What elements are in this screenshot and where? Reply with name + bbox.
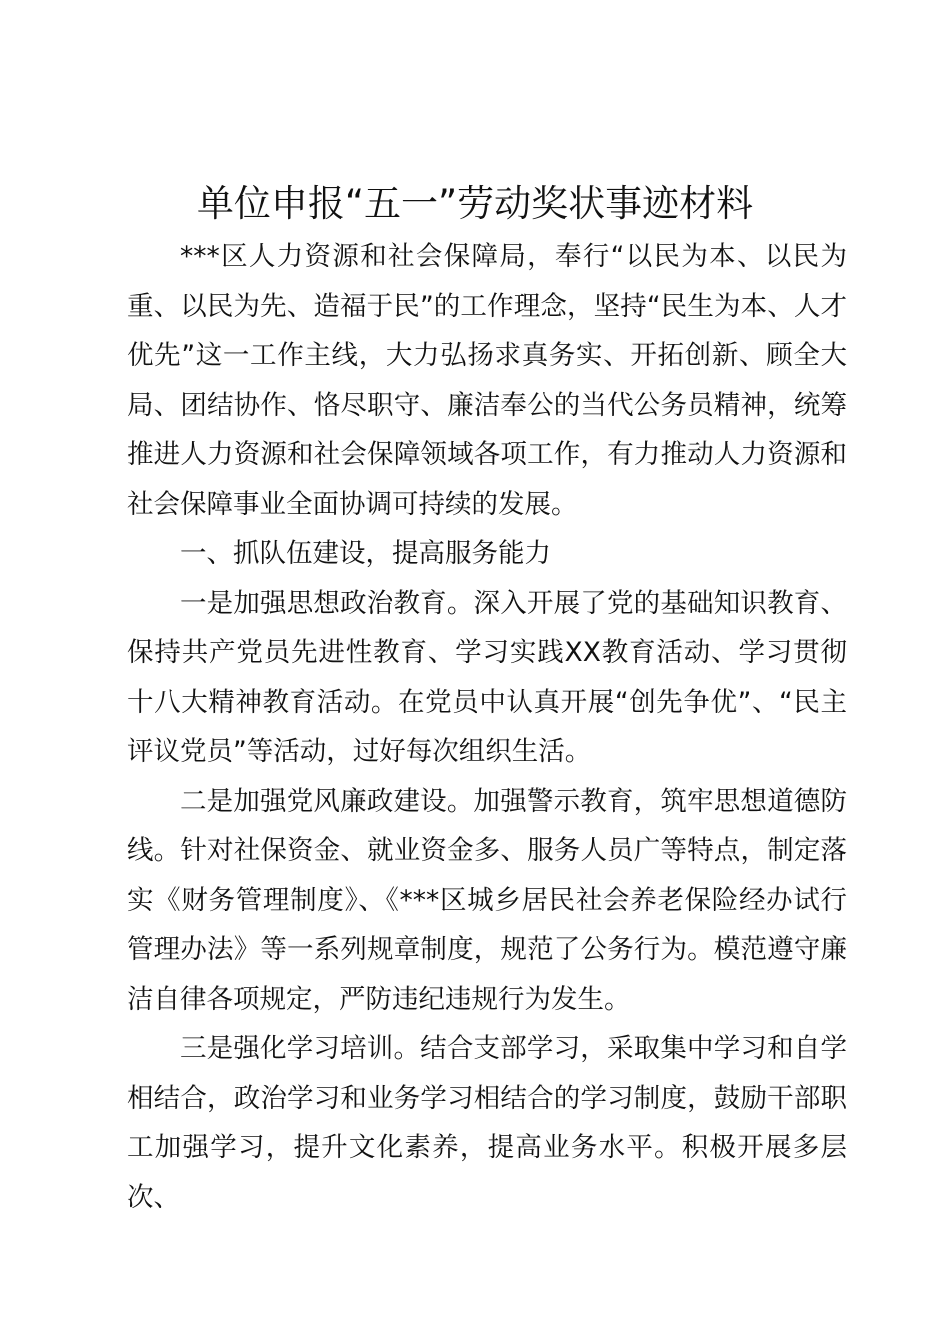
paragraph-political-education: 一是加强思想政治教育。深入开展了党的基础知识教育、保持共产党员先进性教育、学习实践XX教育活动、学习贯彻十八大精神教育活动。在党员中认真开展“创先争优”、“民主评议党员”等活动，过好每次组织生活。 — [127, 587, 847, 767]
paragraph-intro: ***区人力资源和社会保障局，奉行“以民为本、以民为重、以民为先、造福于民”的工作理念，坚持“民生为本、人才优先”这一工作主线，大力弘扬求真务实、开拓创新、顾全大局、团结协作、恪尽职守、廉洁奉公的当代公务员精神，统筹推进人力资源和社会保障领域各项工作，有力推动人力资源和社会保障事业全面协调可持续的发展。 — [127, 241, 847, 520]
document-body — [127, 232, 847, 1222]
document-title: 单位申报“五一”劳动奖状事迹材料 — [196, 182, 754, 225]
paragraph-study-training: 三是强化学习培训。结合支部学习，采取集中学习和自学相结合，政治学习和业务学习相结合的学习制度，鼓励干部职工加强学习，提升文化素养，提高业务水平。积极开展多层次、 — [127, 1033, 847, 1213]
section-heading-1: 一、抓队伍建设，提高服务能力 — [180, 538, 551, 569]
paragraph-clean-governance: 二是加强党风廉政建设。加强警示教育，筑牢思想道德防线。针对社保资金、就业资金多、服务人员广等特点，制定落实《财务管理制度》、《***区城乡居民社会养老保险经办试行管理办法》等一系列规章制度，规范了公务行为。模范遵守廉洁自律各项规定，严防违纪违规行为发生。 — [127, 785, 847, 1015]
